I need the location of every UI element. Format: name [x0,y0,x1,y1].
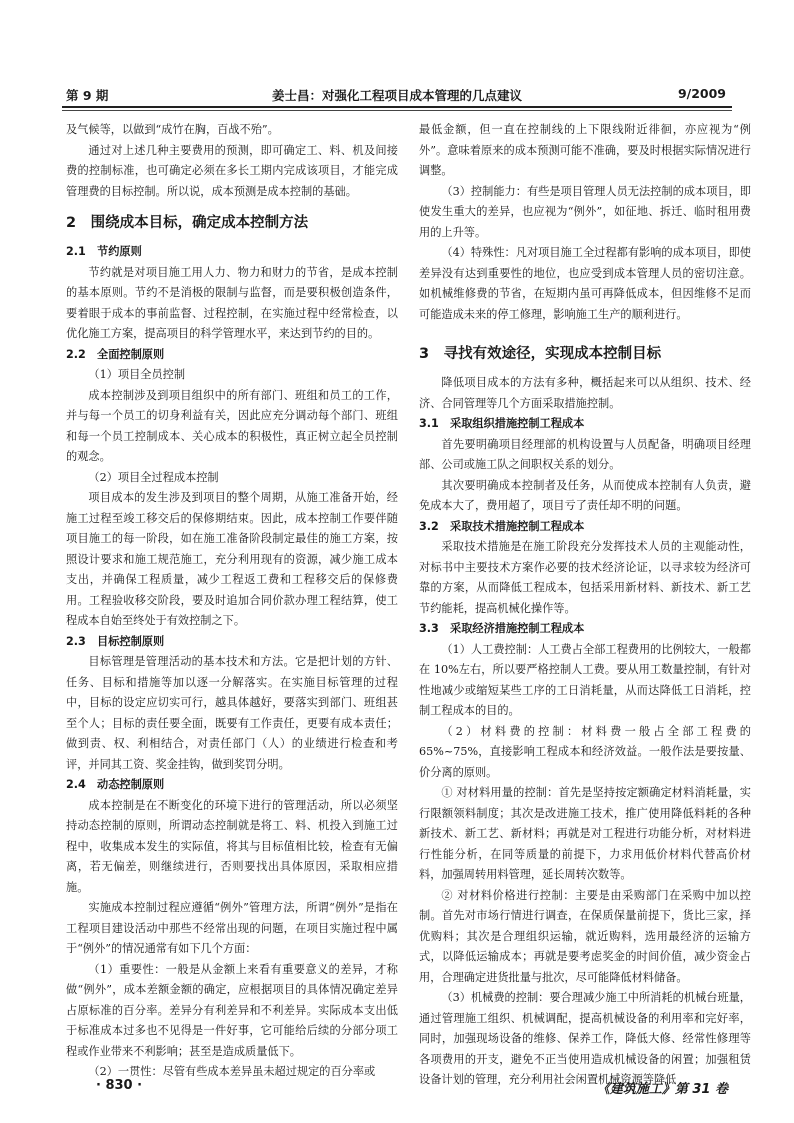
running-header [62,84,732,106]
page-number: · 830 · [96,1078,143,1093]
subsection-heading: 2.2 全面控制原则 [66,347,165,361]
paragraph: （2）材料费的控制：材料费一般占全部工程费的 65%~75%，直接影响工程成本和经济效益。一般作法是要按量、价分离的原则。 [419,724,751,779]
paragraph: （3）控制能力：有些是项目管理人员无法控制的成本项目，即使发生重大的差异，也应视为“例外”，如征地、拆迁、临时租用费用的上升等。 [419,184,751,239]
subsection-heading: 2.1 节约原则 [66,245,142,258]
paragraph: 成本控制是在不断变化的环境下进行的管理活动，所以必须坚持动态控制的原则，所谓动态控制就是将工、料、机投入到施工过程中，收集成本发生的实际值，将其与目标值相比较，检查有无偏离，若无偏差，则继续进行，否则要找出具体原因，采取相应措施。 [66,798,398,894]
paragraph: 降低项目成本的方法有多种，概括起来可以从组织、技术、经济、合同管理等几个方面采取措施控制。 [419,376,751,410]
paragraph: 采取技术措施是在施工阶段充分发挥技术人员的主观能动性，对标书中主要技术方案作必要的技术经济论证，以寻求较为经济可靠的方案，从而降低工程成本，包括采用新材料、新技术、新工艺节约能耗，提高机械化操作等。 [419,540,751,615]
paragraph: （1）重要性：一般是从金额上来看有重要意义的差异，才称做“例外”，成本差额金额的确定，应根据项目的具体情况确定差异占原标准的百分率。差异分有利差异和不利差异。实际成本支出低于标准成本过多也不见得是一件好事，它可能给后续的分部分项工程或作业带来不利影响；甚至是造成质量低下。 [66,962,398,1058]
paragraph: 及气候等，以做到“成竹在胸，百战不殆”。 [66,123,279,136]
paragraph: （1）人工费控制：人工费占全部工程费用的比例较大，一般都在 10%左右，所以要严格控制人工费。要从用工数量控制，有针对性地减少或缩短某些工序的工日消耗量，从而达降低工日消耗，控制工程成本的目的。 [419,642,751,717]
header-rule [62,106,732,108]
paragraph: 项目成本的发生涉及到项目的整个周期，从施工准备开始，经施工过程至竣工移交后的保修期结束。因此，成本控制工作要伴随项目施工的每一阶段，如在施工准备阶段制定最佳的施工方案，按照设计要求和施工规范施工，充分利用现有的资源，减少施工成本支出，并确保工程质量，减少工程返工费和工程移交后的保修费用。工程验收移交阶段，要及时追加合同价款办理工程结算，使工程成本自始至终处于有效控制之下。 [66,491,398,627]
header-rule-thin [62,110,732,111]
paragraph: 通过对上述几种主要费用的预测，即可确定工、料、机及间接费的控制标准，也可确定必须在多长工期内完成该项目，才能完成管理费的目标控制。所以说，成本预测是成本控制的基础。 [66,143,398,198]
issue-number: 第 9 期 [66,88,109,103]
subsection-heading: 2.3 目标控制原则 [66,634,165,648]
section-heading: 2 围绕成本目标，确定成本控制方法 [66,215,309,231]
paragraph: 目标管理是管理活动的基本技术和方法。它是把计划的方针、任务、目标和措施等加以逐一分解落实。在实施目标管理的过程中，目标的设定应切实可行，越具体越好，要落实到部门、班组甚至个人；目标的责任要全面，既要有工作责任，更要有成本责任；做到责、权、利相结合，对责任部门（人）的业绩进行检查和考评，并同其工资、奖金挂钩，做到奖罚分明。 [66,655,398,771]
paragraph: 其次要明确成本控制者及任务，从而使成本控制有人负责，避免成本大了，费用超了，项目亏了责任却不明的问题。 [419,478,751,512]
paragraph: 节约就是对项目施工用人力、物力和财力的节省，是成本控制的基本原则。节约不是消极的限制与监督，而是要积极创造条件，要着眼于成本的事前监督、过程控制，在实施过程中经常检查，以优化施工方案，提高项目的科学管理水平，来达到节约的目的。 [66,265,398,340]
subsection-heading: 2.4 动态控制原则 [66,778,165,791]
issue-date: 9/2009 [677,86,726,101]
paragraph: （2）一贯性：尽管有些成本差异虽未超过规定的百分率或 [88,1065,376,1078]
left-column [66,120,398,1083]
paragraph: （2）项目全过程成本控制 [88,470,219,484]
subsection-heading: 3.1 采取组织措施控制工程成本 [419,417,585,430]
paragraph: 实施成本控制过程应遵循“例外”管理方法，所谓“例外”是指在工程项目建设活动中那些不经常出现的问题，在项目实施过程中属于“例外”的情况通常有如下几个方面： [66,901,398,955]
article-title: 姜士昌：对强化工程项目成本管理的几点建议 [271,88,522,103]
paragraph: （3）机械费的控制：要合理减少施工中所消耗的机械台班量，通过管理施工组织、机械调配，提高机械设备的利用率和完好率，同时，加强现场设备的维修、保养工作，降低大修、经常性修理等各项费用的开支，避免不正当使用造成机械设备的闲置；加强租赁设备计划的管理，充分利用社会闲置机械资源等降低 [419,991,751,1086]
journal-name: 《建筑施工》第 31 卷 [596,1082,728,1097]
paragraph: 首先要明确项目经理部的机构设置与人员配备，明确项目经理部、公司或施工队之间职权关系的划分。 [419,437,751,471]
subsection-heading: 3.3 采取经济措施控制工程成本 [419,622,585,635]
paragraph: 最低金额，但一直在控制线的上下限线附近徘徊，亦应视为“例外”。意味着原来的成本预测可能不准确，要及时根据实际情况进行调整。 [419,123,751,177]
paragraph: 成本控制涉及到项目组织中的所有部门、班组和员工的工作，并与每一个员工的切身利益有关，因此应充分调动每个部门、班组和每一个员工控制成本、关心成本的积极性，真正树立起全员控制的观念。 [66,388,398,463]
right-column [419,120,751,1091]
paragraph: （1）项目全员控制 [88,368,186,381]
section-heading: 3 寻找有效途径，实现成本控制目标 [419,346,662,362]
subsection-heading: 3.2 采取技术措施控制工程成本 [419,519,585,533]
paragraph: ① 对材料用量的控制：首先是坚持按定额确定材料消耗量，实行限额领料制度；其次是改进施工技术，推广使用降低料耗的各种新技术、新工艺、新材料；再就是对工程进行功能分析，对材料进行性能分析，在同等质量的前提下，力求用低价材料代替高价材料，加强周转用料管理，延长周转次数等。 [419,786,751,881]
paragraph: ② 对材料价格进行控制：主要是由采购部门在采购中加以控制。首先对市场行情进行调查，在保质保量前提下，货比三家，择优购料；其次是合理组织运输，就近购料，选用最经济的运输方式，以降低运输成本；再就是要考虑奖金的时间价值，减少资金占用，合理确定进货批量与批次，尽可能降低材料储备。 [419,888,751,984]
paragraph: （4）特殊性：凡对项目施工全过程都有影响的成本项目，即使差异没有达到重要性的地位，也应受到成本管理人员的密切注意。如机械维修费的节省，在短期内虽可再降低成本，但因维修不足而可能造成未来的停工修理，影响施工生产的顺利进行。 [419,246,751,321]
